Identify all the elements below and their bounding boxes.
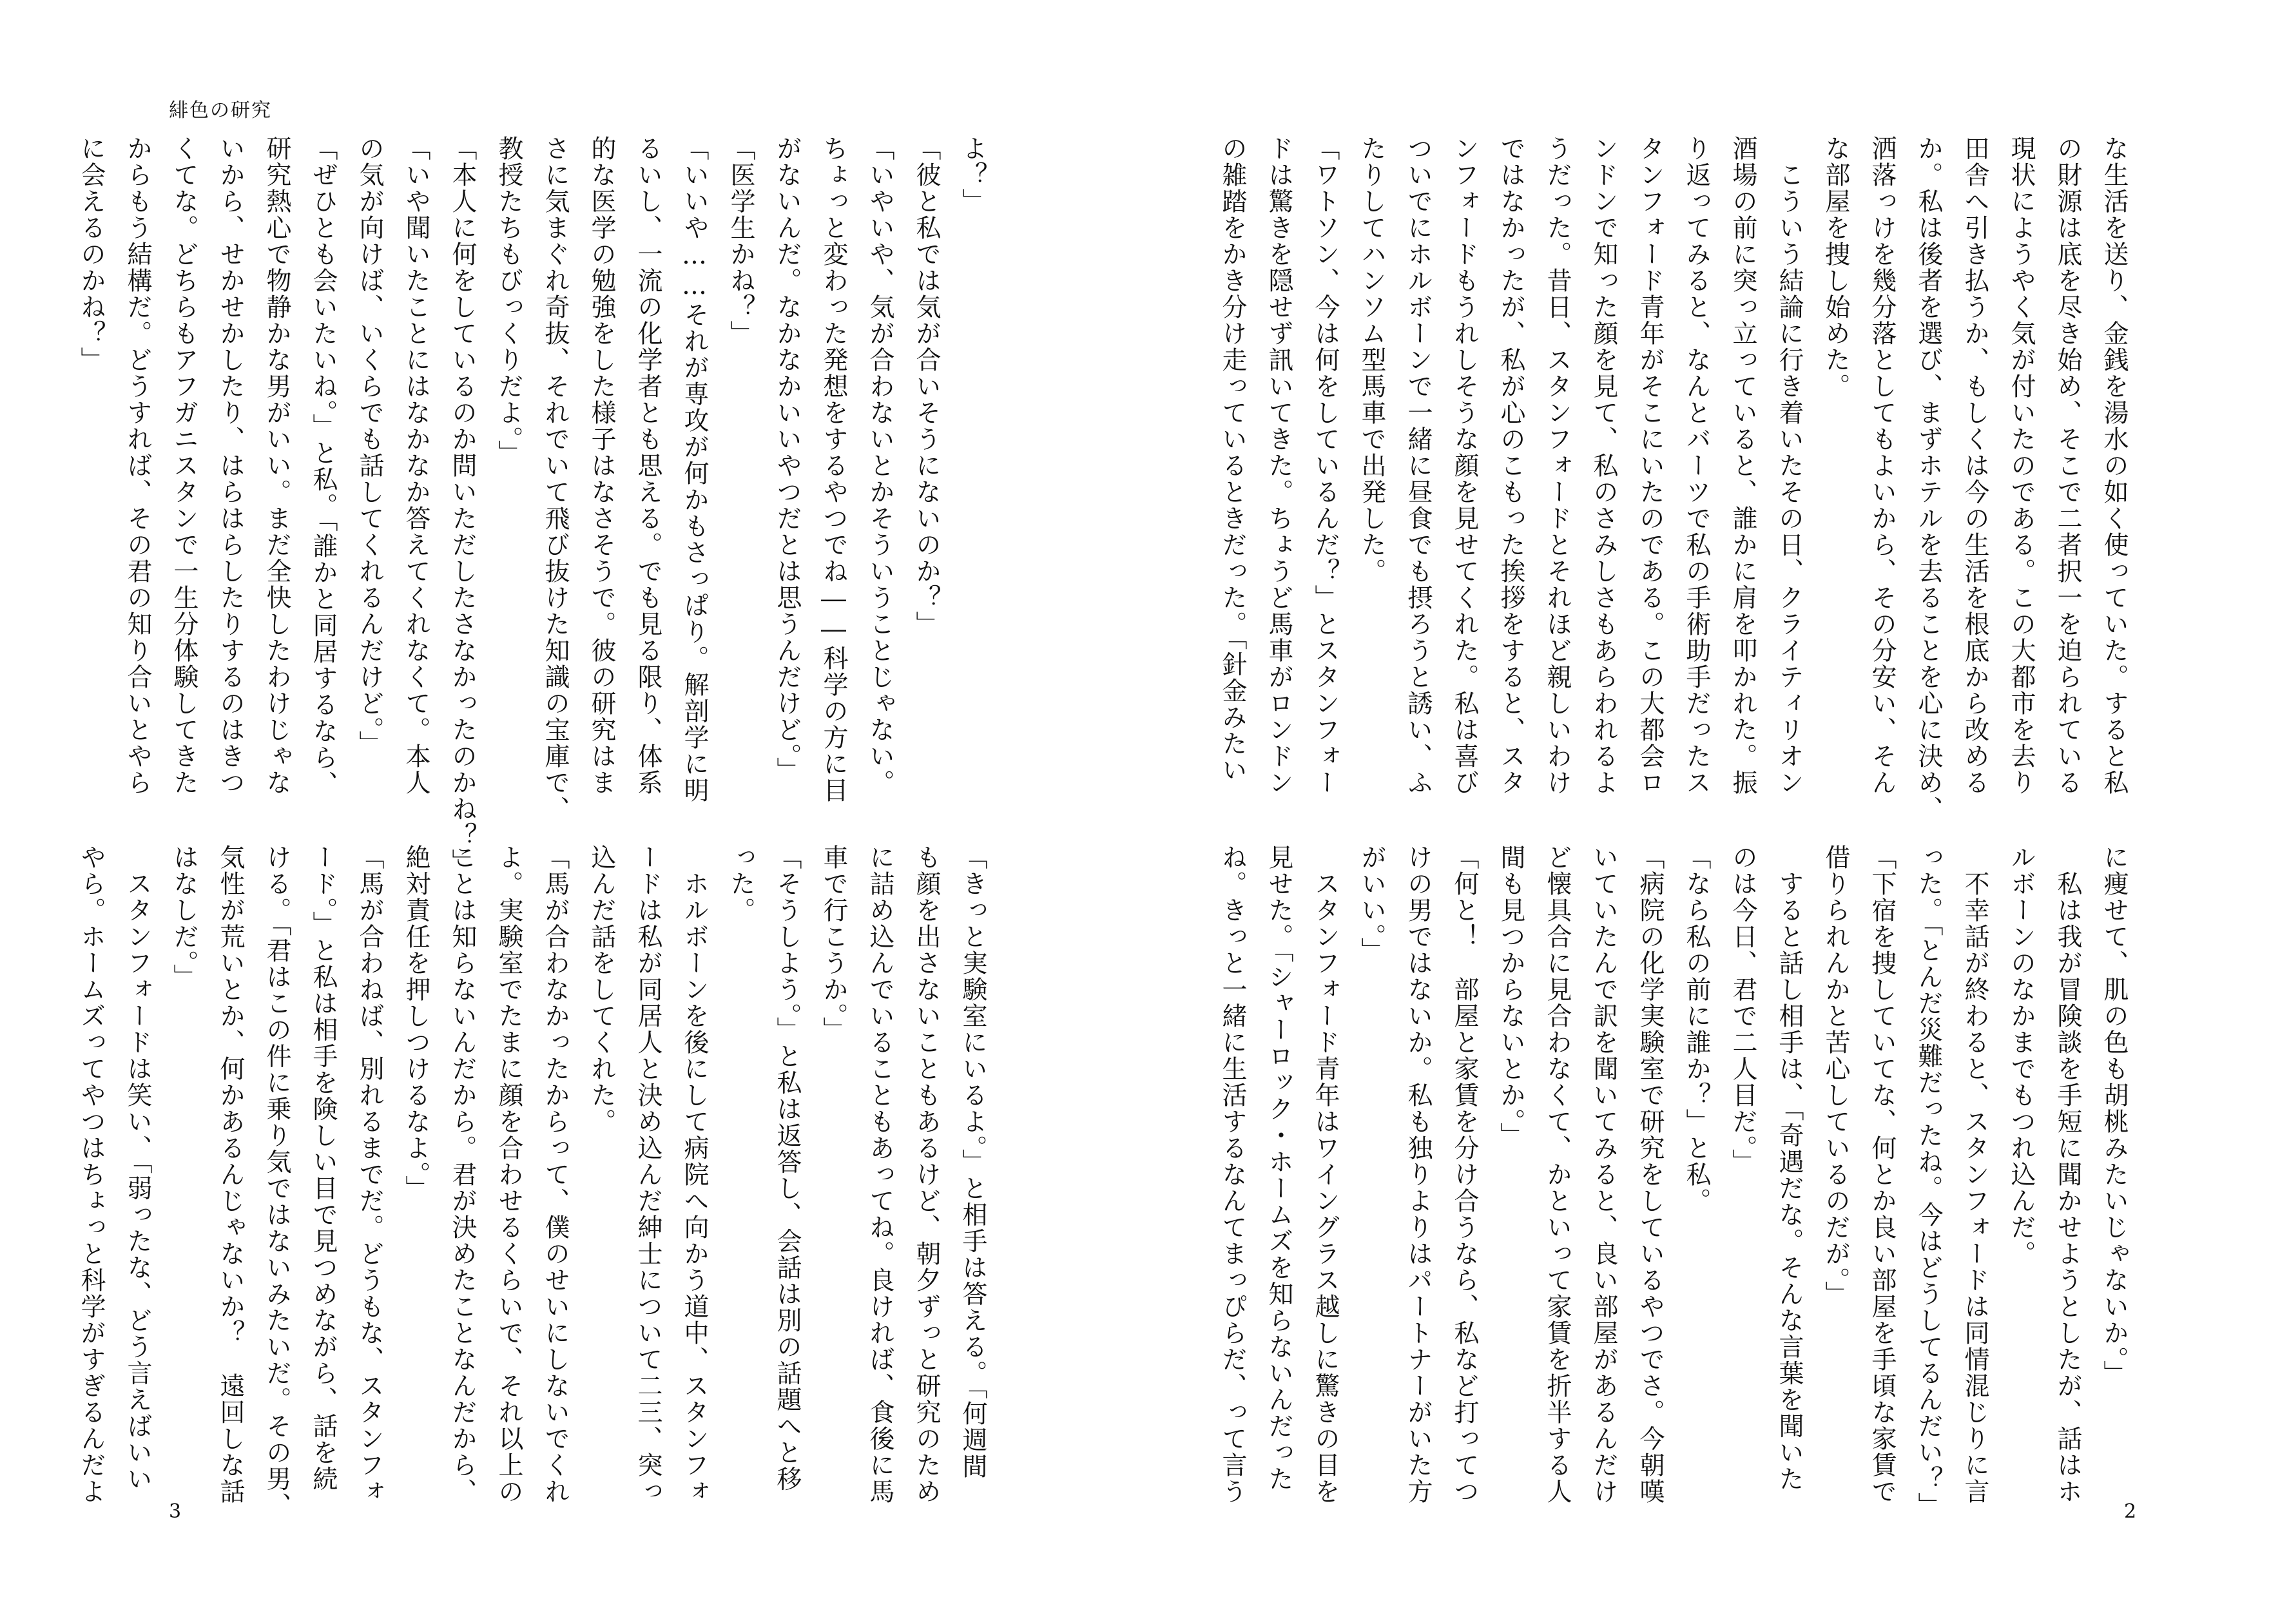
page-number: 2 (2124, 1500, 2137, 1523)
text-line: ドは驚きを隠せず訊いてきた。ちょうど馬車がロンドン (1264, 135, 1293, 796)
text-line: いていたんで訳を聞いてみると、良い部屋があるんだけ (1589, 844, 1618, 1505)
text-line: 「馬が合わなかったからって、僕のせいにしないでくれ (541, 844, 570, 1505)
text-line: ど懐具合に見合わなくて、かといって家賃を折半する人 (1543, 844, 1572, 1505)
text-line: 「本人に何をしているのか問いただしたさなかったのかね？」 (448, 135, 477, 875)
text-line: の雑踏をかき分け走っているときだった。「針金みたい (1218, 135, 1247, 784)
text-line: 田舎へ引き払うか、もしくは今の生活を根底から改める (1960, 135, 1989, 796)
text-line: 見せた。「シャーロック・ホームズを知らないんだった (1264, 844, 1293, 1493)
text-line: 酒場の前に突っ立っていると、誰かに肩を叩かれた。振 (1728, 135, 1757, 796)
text-line: ード。」と私は相手を険しい目で見つめながら、話を続 (309, 844, 338, 1493)
text-line: ついでにホルボーンで一緒に昼食でも摂ろうと誘い、ふ (1404, 135, 1433, 796)
text-line: 「病院の化学実験室で研究をしているやつでさ。今朝嘆 (1636, 844, 1665, 1505)
text-line: がないんだ。なかなかいいやつだとは思うんだけど。」 (773, 135, 802, 784)
text-line: な生活を送り、金銭を湯水の如く使っていた。すると私 (2100, 135, 2129, 796)
text-line: り返ってみると、なんとバーツで私の手術助手だったス (1682, 135, 1711, 796)
text-line: 私は我が冒険談を手短に聞かせようとしたが、話はホ (2053, 844, 2082, 1505)
text-line: ンフォードもうれしそうな顔を見せてくれた。私は喜び (1450, 135, 1479, 796)
text-line: ではなかったが、私が心のこもった挨拶をすると、スタ (1496, 135, 1525, 796)
text-line: スタンフォード青年はワイングラス越しに驚きの目を (1311, 844, 1340, 1505)
text-line: 絶対責任を押しつけるなよ。」 (401, 844, 430, 1202)
text-line: 「いいや……それが専攻が何かもさっぱり。解剖学に明 (680, 135, 709, 804)
text-line: 研究熱心で物静かな男がいい。まだ全快したわけじゃな (262, 135, 291, 796)
text-line: 不幸話が終わると、スタンフォードは同情混じりに言 (1960, 844, 1989, 1505)
text-line: けの男ではないか。私も独りよりはパートナーがいた方 (1404, 844, 1433, 1505)
text-line: ホルボーンを後にして病院へ向かう道中、スタンフォ (680, 844, 709, 1505)
text-line: 「ワトソン、今は何をしているんだ？」とスタンフォー (1311, 135, 1340, 796)
text-line: 車で行こうか。」 (819, 844, 848, 1043)
text-line: 間も見つからないとか。」 (1496, 844, 1525, 1149)
text-line: も顔を出さないこともあるけど、朝夕ずっと研究のため (912, 844, 941, 1505)
text-line: ちょっと変わった発想をするやつでね――科学の方に目 (819, 135, 848, 804)
text-line: の財源は底を尽き始め、そこで二者択一を迫られている (2053, 135, 2082, 796)
text-line: 「いや聞いたことにはなかなか答えてくれなくて。本人 (401, 135, 430, 796)
lower-text-block (1218, 844, 2137, 1521)
text-line: 「なら私の前に誰か？」と私。 (1682, 844, 1711, 1214)
text-line: 「彼と私では気が合いそうにないのか？」 (912, 135, 941, 637)
text-line: に痩せて、肌の色も胡桃みたいじゃないか。」 (2100, 844, 2129, 1387)
text-line: 気性が荒いとか、何かあるんじゃないか？ 遠回しな話 (216, 844, 245, 1505)
text-line: 「そうしよう。」と私は返答し、会話は別の話題へと移 (773, 844, 802, 1493)
text-line: に詰め込んでいることもあってね。良ければ、食後に馬 (865, 844, 894, 1505)
text-line: からもう結構だ。どうすれば、その君の知り合いとやら (123, 135, 152, 796)
text-line: やら。ホームズってやつはちょっと科学がすぎるんだよ (77, 844, 106, 1505)
text-line: 教授たちもびっくりだよ。」 (494, 135, 523, 467)
text-line: ードは私が同居人と決め込んだ紳士について二三、突っ (633, 844, 662, 1505)
page-2 (1144, 0, 2289, 1624)
text-line: 現状にようやく気が付いたのである。この大都市を去り (2007, 135, 2036, 796)
text-line: ね。きっと一緒に生活するなんてまっぴらだ、って言う (1218, 844, 1247, 1505)
upper-text-block (1218, 135, 2137, 822)
text-line: よ。実験室でたまに顔を合わせるくらいで、それ以上の (494, 844, 523, 1505)
text-line: ことは知らないんだから。君が決めたことなんだから、 (448, 844, 477, 1505)
text-line: 的な医学の勉強をした様子はなさそうで。彼の研究はま (587, 135, 616, 796)
text-line: こういう結論に行き着いたその日、クライティリオン (1775, 135, 1804, 796)
text-line: がいい。」 (1357, 844, 1386, 964)
text-line: 「何と！ 部屋と家賃を分け合うなら、私など打ってつ (1450, 844, 1479, 1505)
text-line: さに気まぐれ奇抜、それでいて飛び抜けた知識の宝庫で、 (541, 135, 570, 822)
text-line: 「下宿を捜していてな、何とか良い部屋を手頃な家賃で (1868, 844, 1897, 1505)
text-line: 借りられんかと苦心しているのだが。」 (1821, 844, 1850, 1308)
text-line: 「いやいや、気が合わないとかそういうことじゃない。 (865, 135, 894, 796)
text-line: スタンフォードは笑い、「弱ったな、どう言えばいい (123, 844, 152, 1493)
text-line: の気が向けば、いくらでも話してくれるんだけど。」 (355, 135, 384, 757)
text-line: タンフォード青年がそこにいたのである。この大都会ロ (1636, 135, 1665, 796)
text-line: った。「とんだ災難だったね。今はどうしてるんだい？」 (1914, 844, 1943, 1519)
running-head: 緋色の研究 (169, 99, 272, 122)
upper-text-block (77, 135, 996, 875)
text-line: 「ぜひとも会いたいね。」と私。「誰かと同居するなら、 (309, 135, 338, 797)
text-line: 洒落っけを幾分落としてもよいから、その分安い、そん (1868, 135, 1897, 796)
text-line: のは今日、君で二人目だ。」 (1728, 844, 1757, 1175)
text-line: すると話し相手は、「奇遇だな。そんな言葉を聞いた (1775, 844, 1804, 1493)
text-line: るいし、一流の化学者とも思える。でも見る限り、体系 (633, 135, 662, 796)
text-line: か。私は後者を選び、まずホテルを去ることを心に決め、 (1914, 135, 1943, 822)
page-3 (0, 0, 1144, 1624)
text-line: 「馬が合わねば、別れるまでだ。どうもな、スタンフォ (355, 844, 384, 1505)
text-line: たりしてハンソム型馬車で出発した。 (1357, 135, 1386, 585)
lower-text-block (77, 844, 996, 1521)
text-line: 「きっと実験室にいるよ。」と相手は答える。「何週間 (958, 844, 987, 1480)
text-line: った。 (726, 844, 755, 923)
text-line: な部屋を捜し始めた。 (1821, 135, 1850, 400)
text-line: うだった。昔日、スタンフォードとそれほど親しいわけ (1543, 135, 1572, 796)
text-line: くてな。どちらもアフガニスタンで一生分体験してきた (169, 135, 198, 796)
text-line: 込んだ話をしてくれた。 (587, 844, 616, 1135)
text-line: ンドンで知った顔を見て、私のさみしさもあらわれるよ (1589, 135, 1618, 796)
text-line: ルボーンのなかまでもつれ込んだ。 (2007, 844, 2036, 1267)
text-line: 「医学生かね？」 (726, 135, 755, 347)
text-line: ける。「君はこの件に乗り気ではないみたいだ。その男、 (262, 844, 291, 1519)
text-line: に会えるのかね？」 (77, 135, 106, 373)
text-line: いから、せかせかしたり、はらはらしたりするのはきつ (216, 135, 245, 796)
page-number: 3 (169, 1500, 182, 1523)
text-line: よ？」 (958, 135, 987, 215)
text-line: はなしだ。」 (169, 844, 198, 991)
